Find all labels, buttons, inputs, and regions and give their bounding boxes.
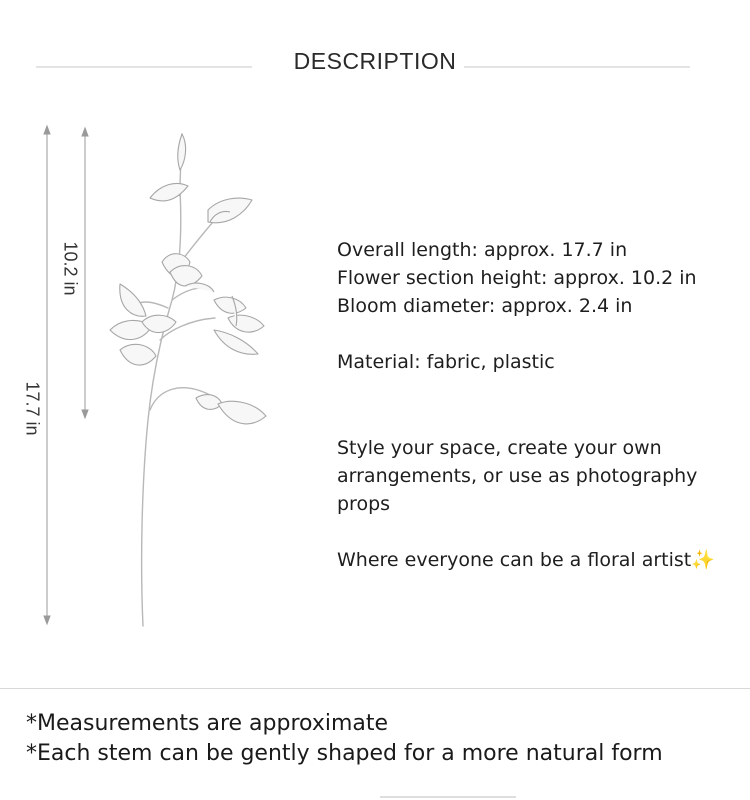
section-header xyxy=(0,0,750,120)
blooms-and-leaves xyxy=(110,134,266,424)
bloom-diameter-text: Bloom diameter: approx. 2.4 in xyxy=(337,295,633,317)
overall-length-arrow xyxy=(44,126,50,624)
note-shaping: *Each stem can be gently shaped for a more natural form xyxy=(26,741,663,766)
overall-length-label: 17.7 in xyxy=(22,381,43,436)
material-text: Material: fabric, plastic xyxy=(337,351,555,373)
note-measurements: *Measurements are approximate xyxy=(26,711,389,736)
section-title: DESCRIPTION xyxy=(293,48,457,74)
flower-stem-illustration xyxy=(0,110,320,650)
notes-divider xyxy=(0,688,750,689)
tagline-text: Where everyone can be a floral artist xyxy=(337,549,692,571)
notes xyxy=(26,709,746,769)
flower-section-height-text: Flower section height: approx. 10.2 in xyxy=(337,267,697,289)
overall-length-text: Overall length: approx. 17.7 in xyxy=(337,239,628,261)
stem xyxy=(128,134,222,626)
product-details xyxy=(337,236,737,574)
tagline xyxy=(337,546,737,574)
header-rule-right xyxy=(464,66,690,68)
flower-height-label: 10.2 in xyxy=(60,241,81,296)
style-text: Style your space, create your own arrangements, or use as photography props xyxy=(337,437,698,515)
bottom-scroll-indicator xyxy=(380,796,516,798)
flower-height-arrow xyxy=(82,128,88,418)
sparkle-icon: ✨ xyxy=(691,549,715,571)
